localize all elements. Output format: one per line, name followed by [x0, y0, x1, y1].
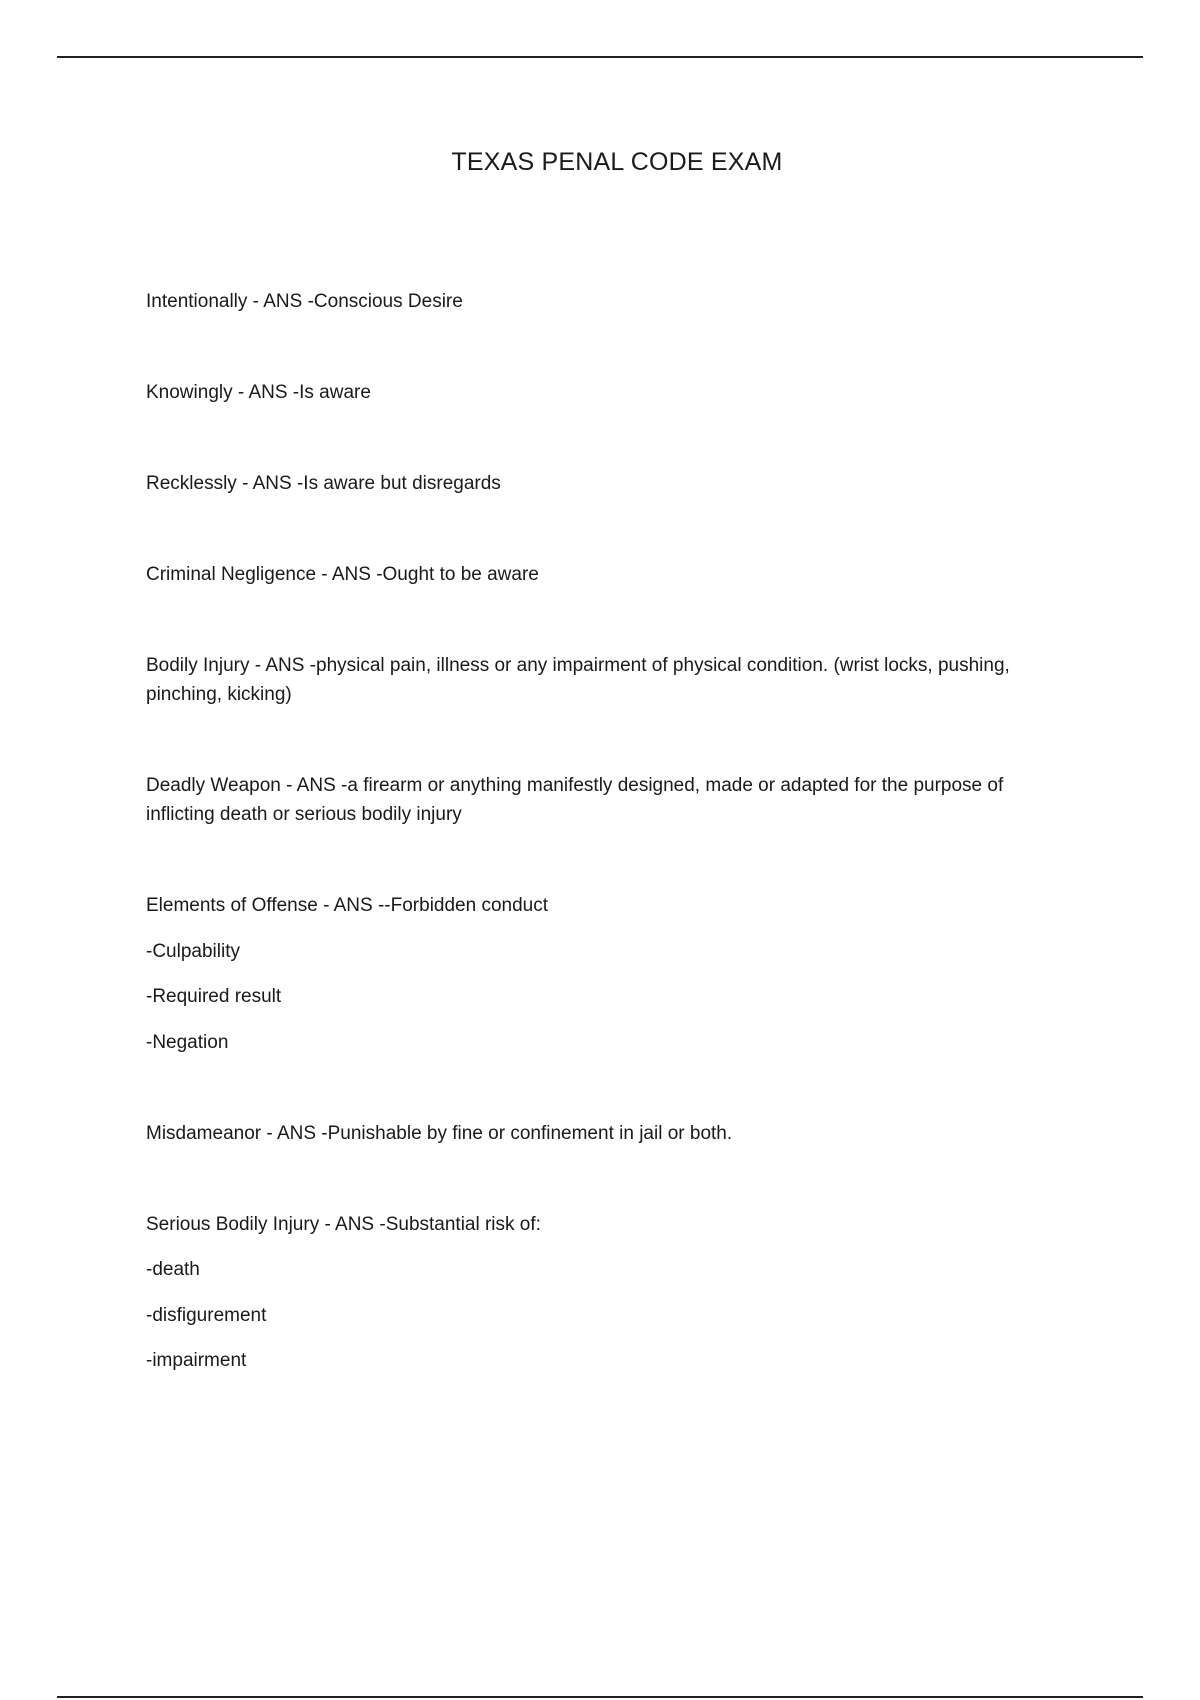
list-item: -Required result — [146, 986, 282, 1007]
qa-line: Intentionally - ANS -Conscious Desire — [146, 291, 463, 312]
qa-line: Misdameanor - ANS -Punishable by fine or confinement in jail or both. — [146, 1123, 733, 1144]
qa-line: Criminal Negligence - ANS -Ought to be aware — [146, 564, 539, 585]
qa-line: Deadly Weapon - ANS -a firearm or anything manifestly designed, made or adapted for the purpose of — [146, 775, 1004, 796]
list-item: -disfigurement — [146, 1305, 267, 1326]
footer-rule — [57, 1696, 1143, 1698]
list-item: -impairment — [146, 1350, 247, 1371]
header-rule — [57, 56, 1143, 58]
document-title: TEXAS PENAL CODE EXAM — [451, 148, 783, 176]
qa-line: Serious Bodily Injury - ANS -Substantial risk of: — [146, 1214, 541, 1235]
list-item: -Negation — [146, 1032, 229, 1053]
qa-line: Recklessly - ANS -Is aware but disregards — [146, 473, 501, 494]
list-item: -Culpability — [146, 941, 240, 962]
qa-line-continuation: inflicting death or serious bodily injury — [146, 804, 462, 825]
list-item: -death — [146, 1259, 200, 1280]
qa-line: Bodily Injury - ANS -physical pain, illness or any impairment of physical condition. (wrist locks, pushing, — [146, 655, 1010, 676]
qa-line: Knowingly - ANS -Is aware — [146, 382, 371, 403]
qa-line-continuation: pinching, kicking) — [146, 684, 292, 705]
qa-line: Elements of Offense - ANS --Forbidden conduct — [146, 895, 549, 916]
